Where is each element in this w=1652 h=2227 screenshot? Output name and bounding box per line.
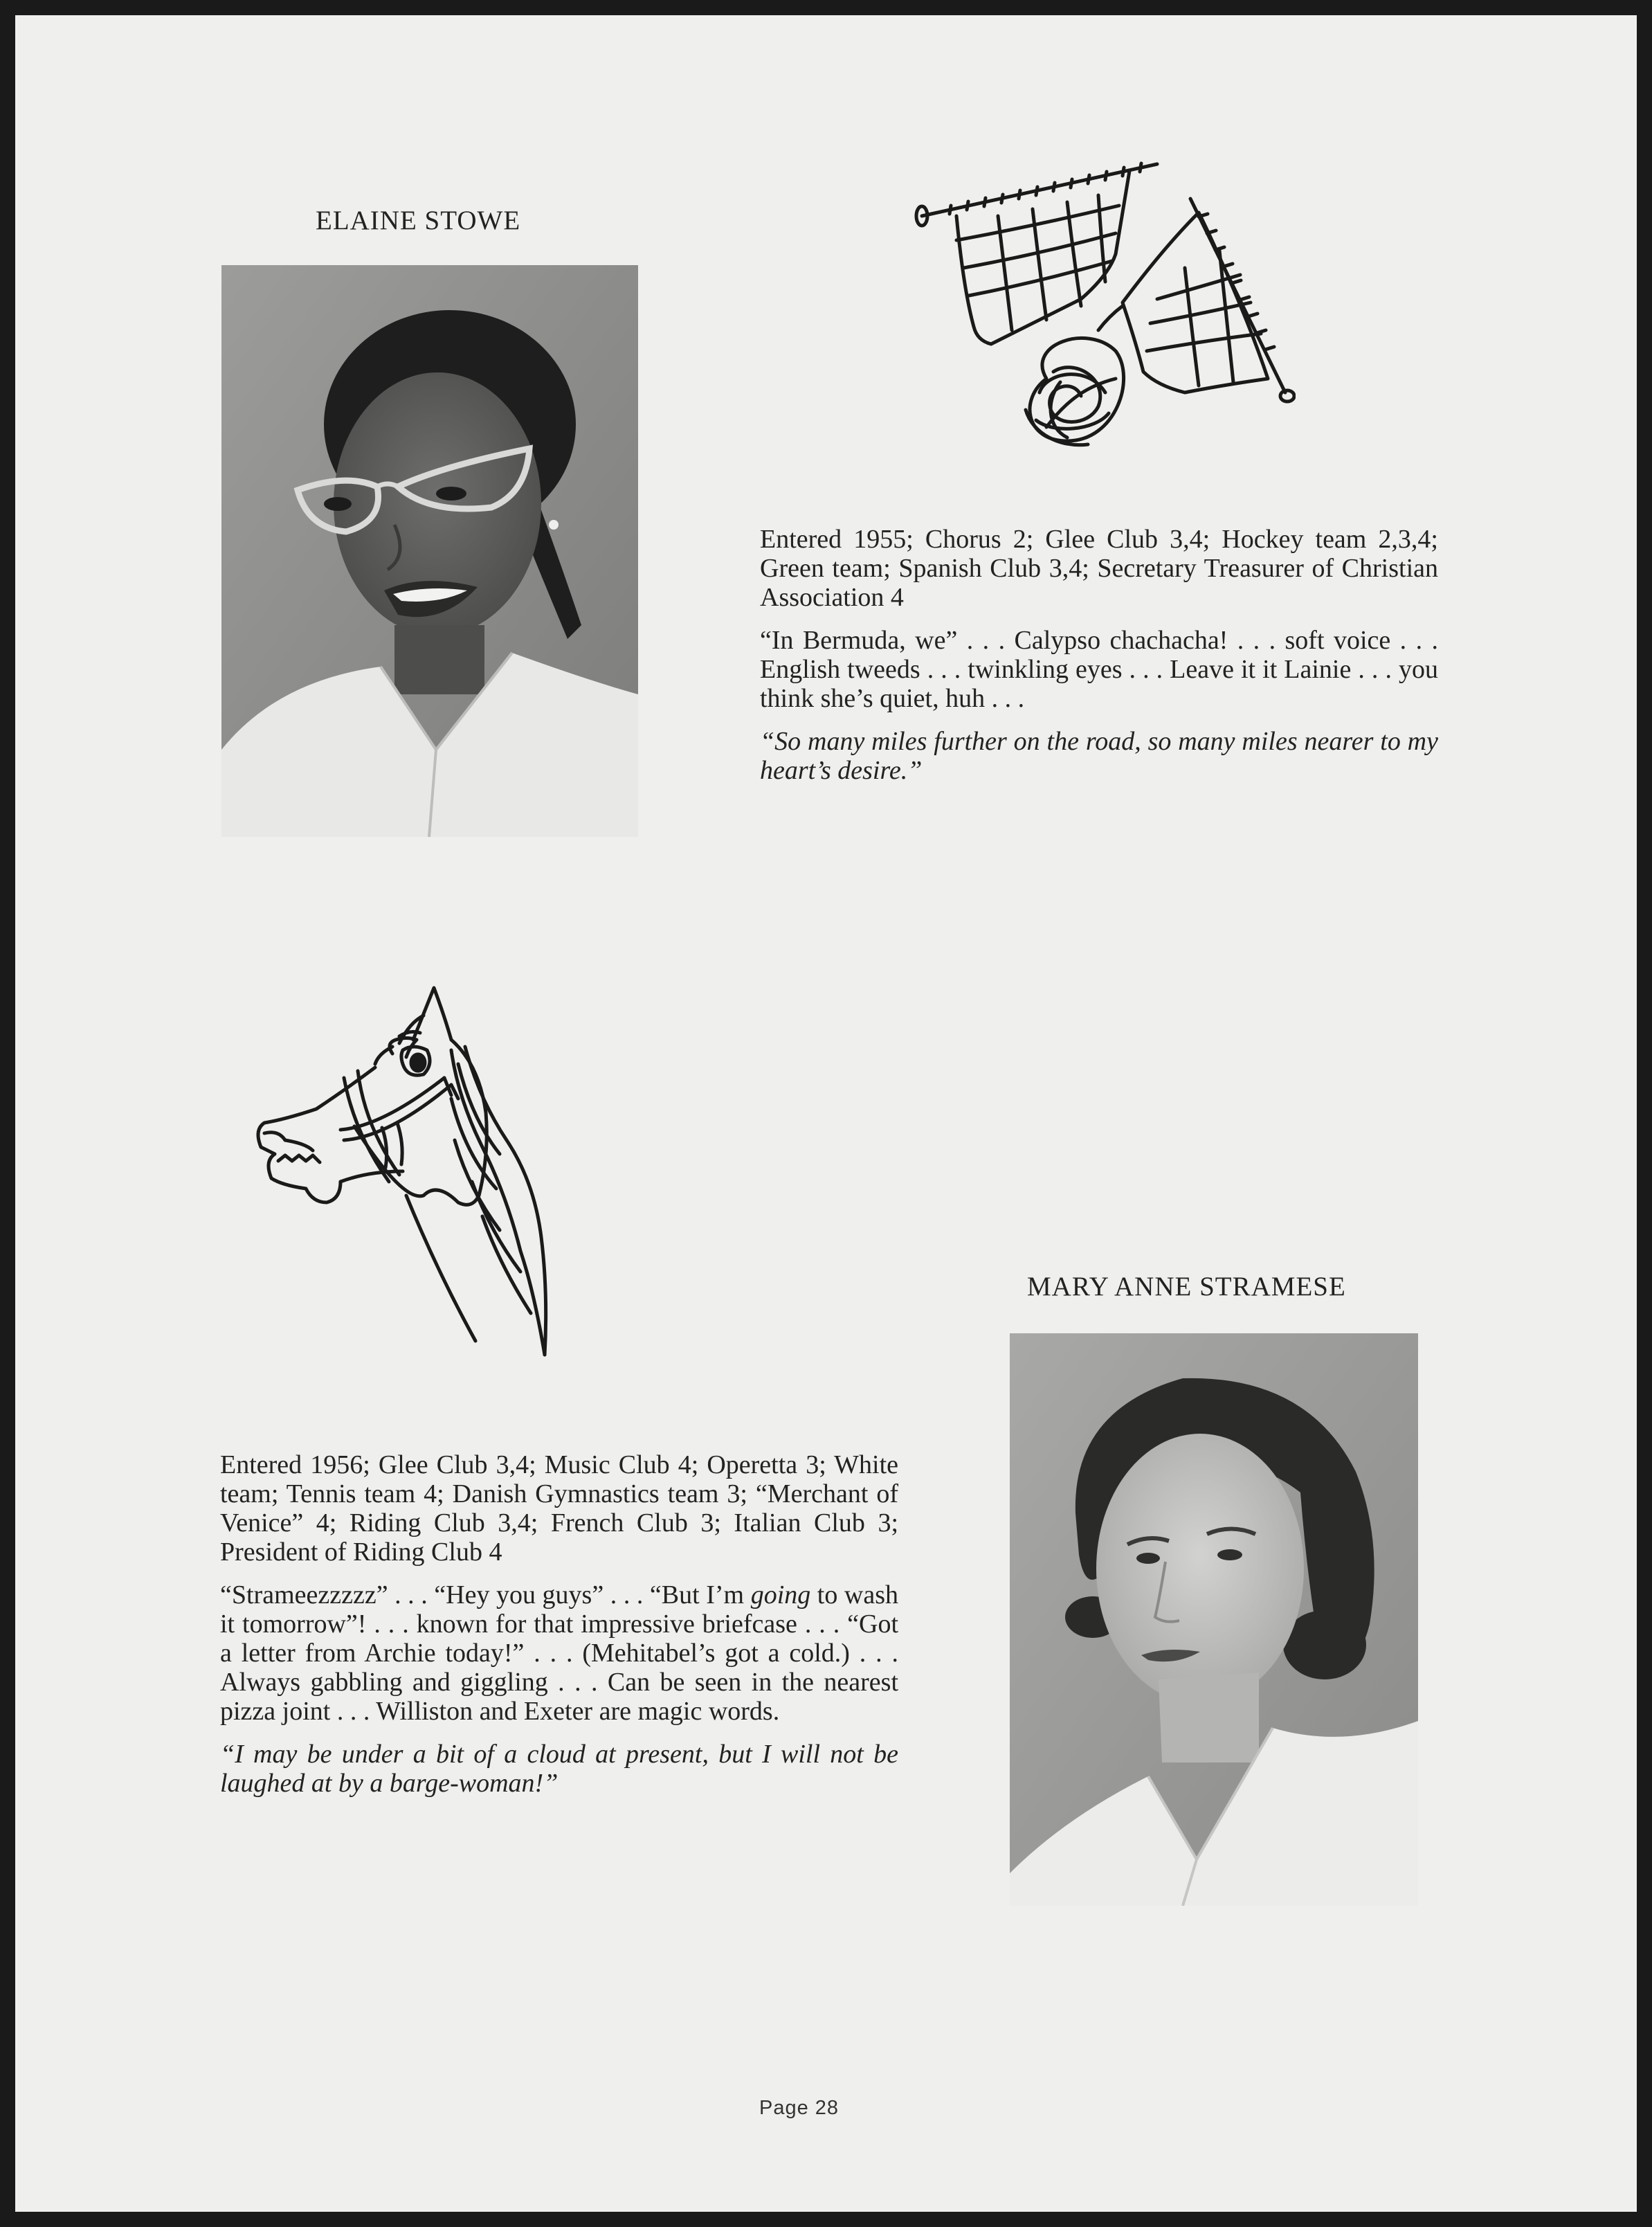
page-number: Page 28 <box>759 2097 839 2119</box>
activities-text: Entered 1956; Glee Club 3,4; Music Club 4; Operetta 3; White team; Tennis team 4; Danish Gymnastics team 3; “Merchant of Venice” 4; Riding Club 3,4; French Club 3; Italian Club 3; President of Riding Club 4 <box>220 1450 898 1567</box>
senior-quote: “So many miles further on the road, so many miles nearer to my heart’s desire.” <box>760 727 1438 785</box>
knitting-icon <box>908 150 1296 476</box>
student-name-elaine-stowe: ELAINE STOWE <box>316 206 521 235</box>
student-bio-mary-anne-stramese <box>220 1450 898 1812</box>
yearbook-page <box>15 15 1637 2212</box>
remarks-text: “In Bermuda, we” . . . Calypso chachacha! . . . soft voice . . . English tweeds . . . twinkling eyes . . . Leave it it Lainie . . . you think she’s quiet, huh . . . <box>760 626 1438 713</box>
student-bio-elaine-stowe <box>760 525 1438 799</box>
student-name-mary-anne-stramese: MARY ANNE STRAMESE <box>1027 1272 1346 1301</box>
remarks-text-end: to wash it tomorrow”! . . . known for that impressive briefcase . . . “Got a letter from Archie today!” . . . (Mehitabel’s got a cold.) . . . Always gabbling and giggling . . . Can be seen in the nearest pizza joint . . . Williston and Exeter are magic words. <box>220 1580 899 1726</box>
remarks-text-start: “Strameezzzzz” . . . “Hey you guys” . . . “But I’m <box>220 1580 751 1610</box>
portrait-photo-elaine-stowe <box>221 265 638 837</box>
portrait-photo-mary-anne-stramese <box>1010 1333 1418 1906</box>
remarks-emphasis: going <box>750 1580 811 1610</box>
remarks-text <box>220 1580 898 1726</box>
horse-head-icon <box>244 974 638 1362</box>
senior-quote: “I may be under a bit of a cloud at present, but I will not be laughed at by a barge-woman!” <box>220 1740 898 1798</box>
activities-text: Entered 1955; Chorus 2; Glee Club 3,4; Hockey team 2,3,4; Green team; Spanish Club 3,4; Secretary Treasurer of Christian Association 4 <box>760 525 1438 612</box>
